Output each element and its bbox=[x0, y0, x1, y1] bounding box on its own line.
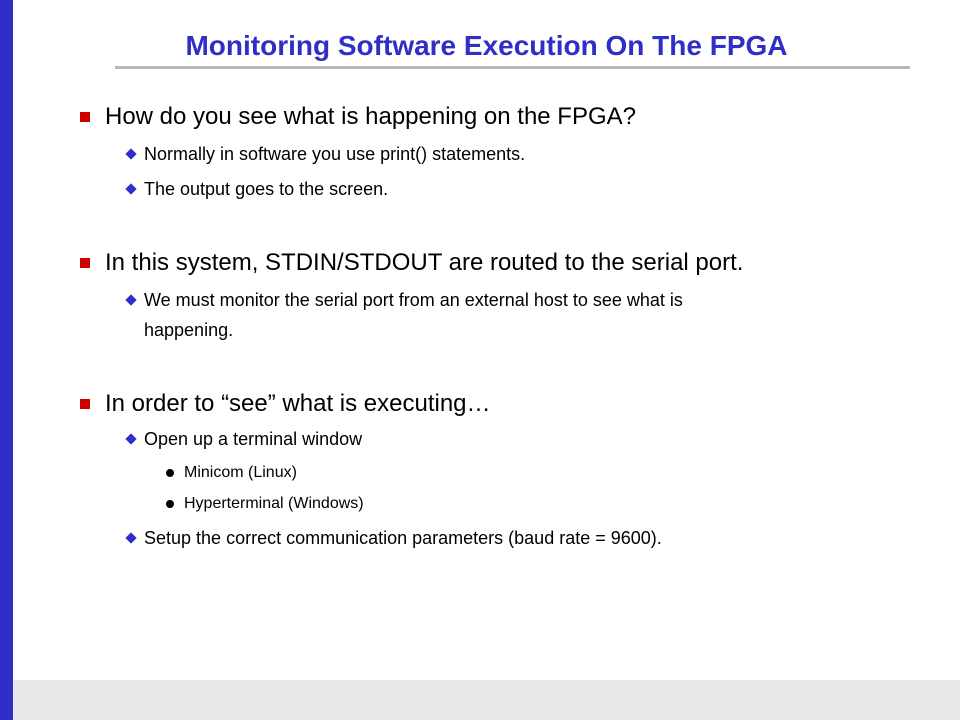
dot-bullet-icon bbox=[166, 500, 174, 508]
square-bullet-icon bbox=[80, 399, 90, 409]
bullet-level3: Hyperterminal (Windows) bbox=[184, 495, 364, 512]
diamond-bullet-icon bbox=[125, 294, 136, 305]
left-accent-bar bbox=[0, 0, 13, 720]
diamond-bullet-icon bbox=[125, 433, 136, 444]
bullet-level1: In this system, STDIN/STDOUT are routed to the serial port. bbox=[105, 249, 744, 276]
bullet-level2-line1: We must monitor the serial port from an external host to see what is bbox=[144, 290, 683, 310]
diamond-bullet-icon bbox=[125, 183, 136, 194]
square-bullet-icon bbox=[80, 112, 90, 122]
bullet-level2: Setup the correct communication parameters (baud rate = 9600). bbox=[144, 528, 662, 548]
diamond-bullet-icon bbox=[125, 532, 136, 543]
slide-title: Monitoring Software Execution On The FPGA bbox=[185, 30, 788, 61]
footer-band bbox=[13, 680, 960, 720]
bullet-level3: Minicom (Linux) bbox=[184, 464, 297, 481]
square-bullet-icon bbox=[80, 258, 90, 268]
diamond-bullet-icon bbox=[125, 148, 136, 159]
dot-bullet-icon bbox=[166, 469, 174, 477]
bullet-level1: In order to “see” what is executing… bbox=[105, 390, 491, 417]
bullet-level2-line2: happening. bbox=[144, 320, 234, 340]
bullet-level2: Open up a terminal window bbox=[144, 429, 363, 449]
bullet-level1: How do you see what is happening on the FPGA? bbox=[105, 103, 636, 130]
bullet-level2: Normally in software you use print() statements. bbox=[144, 144, 526, 164]
bullet-level2: The output goes to the screen. bbox=[144, 179, 389, 199]
title-underline bbox=[115, 66, 910, 69]
